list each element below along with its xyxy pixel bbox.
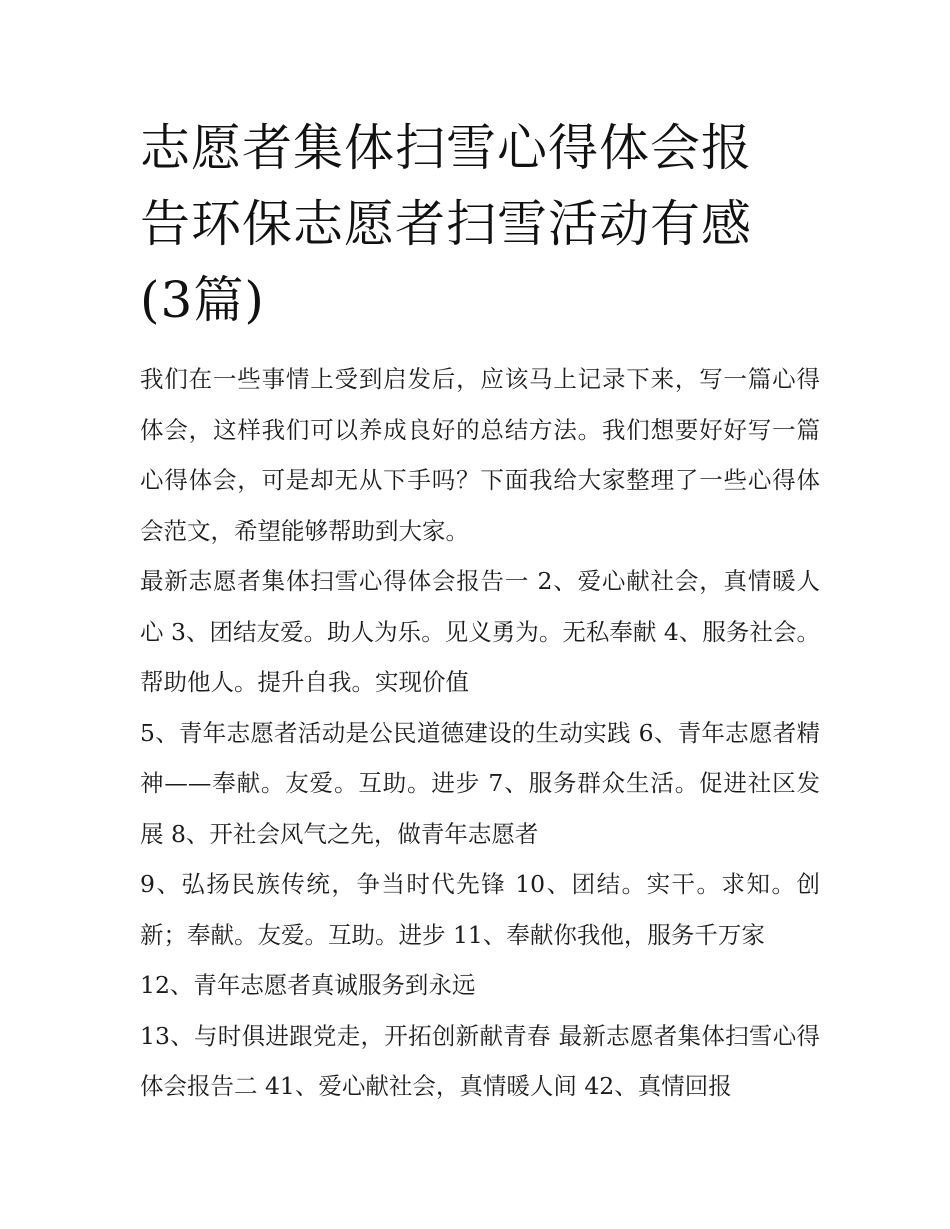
paragraph-intro: 我们在一些事情上受到启发后，应该马上记录下来，写一篇心得体会，这样我们可以养成良好的总结方法。我们想要好好写一篇心得体会，可是却无从下手吗？下面我给大家整理了一些心得体会范文，希望能够帮助到大家。	[140, 365, 820, 545]
paragraph-slogans-2: 5、青年志愿者活动是公民道德建设的生动实践 6、青年志愿者精神——奉献。友爱。互助。进步 7、服务群众生活。促进社区发展 8、开社会风气之先，做青年志愿者	[140, 718, 820, 848]
paragraph-slogans-4: 12、青年志愿者真诚服务到永远	[140, 971, 476, 999]
paragraph-slogans-5: 13、与时俱进跟党走，开拓创新献青春 最新志愿者集体扫雪心得体会报告二 41、爱心献社会，真情暖人间 42、真情回报	[140, 1021, 820, 1100]
document-title: 志愿者集体扫雪心得体会报告环保志愿者扫雪活动有感(3篇)	[140, 119, 752, 329]
paragraph-slogans-1: 最新志愿者集体扫雪心得体会报告一 2、爱心献社会，真情暖人心 3、团结友爱。助人为乐。见义勇为。无私奉献 4、服务社会。帮助他人。提升自我。实现价值	[140, 567, 820, 696]
document-page	[140, 110, 820, 1112]
paragraph-slogans-3: 9、弘扬民族传统，争当时代先锋 10、团结。实干。求知。创新；奉献。友爱。互助。进步 11、奉献你我他，服务千万家	[140, 870, 820, 949]
document-body	[140, 354, 820, 1112]
